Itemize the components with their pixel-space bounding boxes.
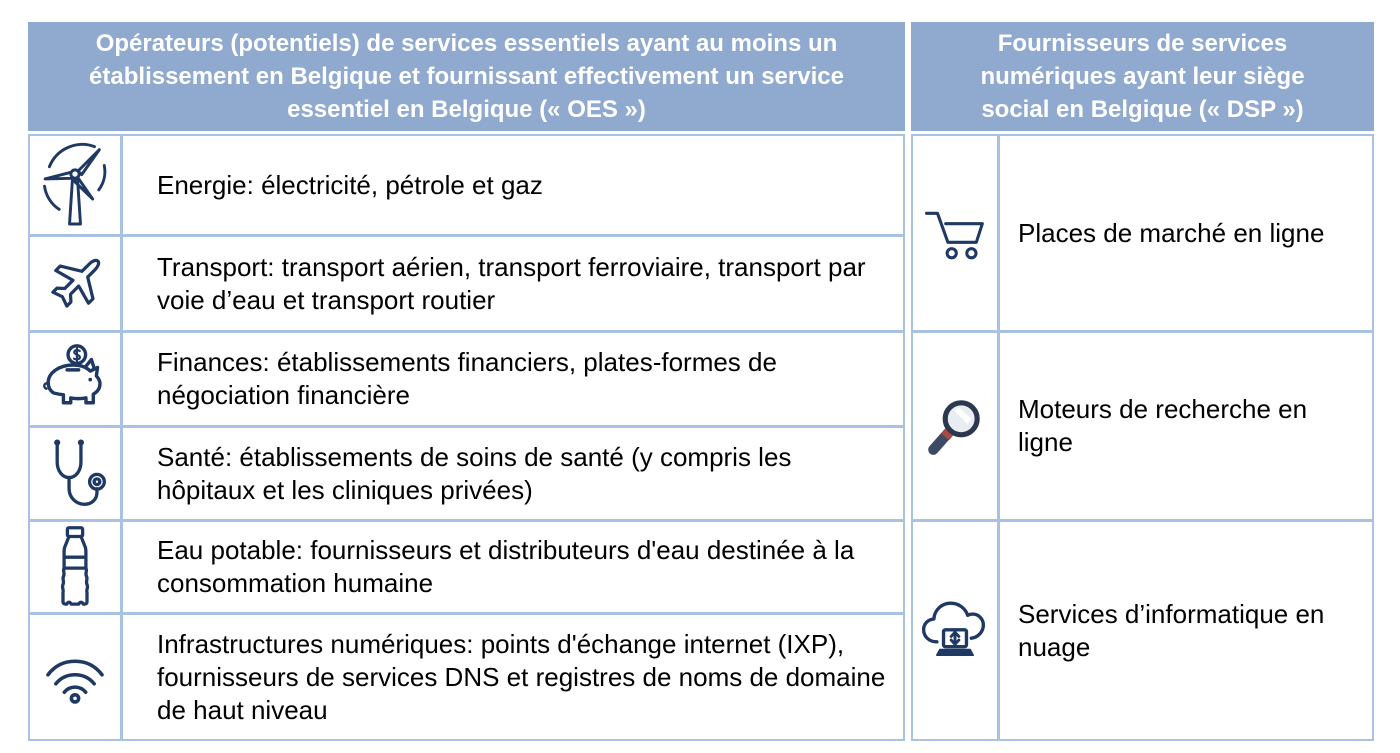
water-text: Eau potable: fournisseurs et distributeurs d'eau destinée à la consommation humaine bbox=[123, 522, 903, 612]
dsp-body bbox=[911, 134, 1374, 741]
magnifier-icon bbox=[922, 393, 988, 459]
transport-cell bbox=[30, 237, 120, 330]
finance-cell bbox=[30, 333, 120, 425]
search-engine-cell bbox=[913, 333, 997, 519]
water-bottle-icon bbox=[51, 524, 99, 610]
airplane-icon bbox=[38, 247, 112, 321]
dsp-header: Fournisseurs de services numériques ayant leur siège social en Belgique (« DSP ») bbox=[911, 22, 1374, 131]
cloud-services-cell bbox=[913, 522, 997, 739]
oes-header: Opérateurs (potentiels) de services essentiels ayant au moins un établissement en Belgique et fournissant effectivement un service essentiel en Belgique (« OES ») bbox=[28, 22, 905, 131]
search-engine-text: Moteurs de recherche en ligne bbox=[1000, 333, 1372, 519]
wind-turbine-icon bbox=[36, 141, 114, 229]
cloud-services-text: Services d’informatique en nuage bbox=[1000, 522, 1372, 739]
digital-infra-cell bbox=[30, 615, 120, 739]
marketplace-cell bbox=[913, 136, 997, 330]
dsp-column bbox=[911, 22, 1374, 741]
oes-column bbox=[28, 22, 905, 741]
transport-text: Transport: transport aérien, transport ferroviaire, transport par voie d’eau et transport routier bbox=[123, 237, 903, 330]
water-cell bbox=[30, 522, 120, 612]
health-cell bbox=[30, 428, 120, 519]
shopping-cart-icon bbox=[920, 202, 990, 264]
cloud-computing-icon bbox=[916, 596, 994, 666]
energy-text: Energie: électricité, pétrole et gaz bbox=[123, 136, 903, 234]
nis-sectors-table bbox=[28, 22, 1374, 741]
wifi-icon bbox=[39, 650, 111, 704]
oes-body bbox=[28, 134, 905, 741]
energy-cell bbox=[30, 136, 120, 234]
piggy-bank-icon bbox=[36, 341, 114, 417]
health-text: Santé: établissements de soins de santé (y compris les hôpitaux et les cliniques privées) bbox=[123, 428, 903, 519]
stethoscope-icon bbox=[37, 436, 113, 512]
digital-infra-text: Infrastructures numériques: points d'échange internet (IXP), fournisseurs de services DNS et registres de noms de domaine de haut niveau bbox=[123, 615, 903, 739]
finance-text: Finances: établissements financiers, plates-formes de négociation financière bbox=[123, 333, 903, 425]
marketplace-text: Places de marché en ligne bbox=[1000, 136, 1372, 330]
